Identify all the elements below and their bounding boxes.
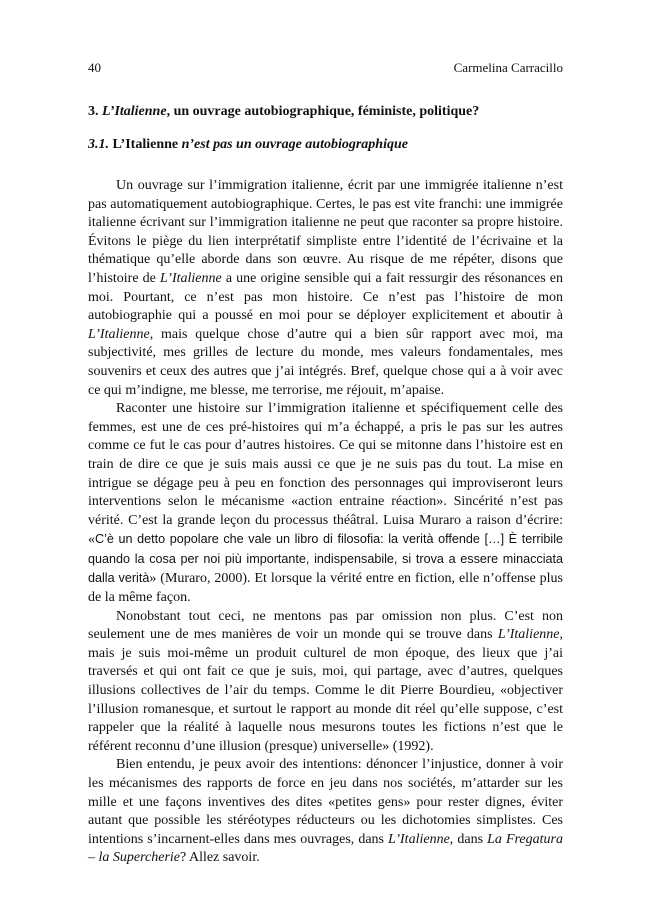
paragraph-4-text-a: Bien entendu, je peux avoir des intentions: dénoncer l’injustice, donner à voir les mécanismes des rapports de force en jeu dans nos sociétés, m’attarder sur les mille et une façons inventives des dites «petites gens» pour rester dignes, éviter autant que possible les stéréotypes réducteurs ou les dichotomies simplistes. Ces intentions s’incarnent-elles dans mes ouvrages, dans — [88, 757, 563, 847]
paragraph-3-text-a: Nonobstant tout ceci, ne mentons pas par omission non plus. C’est non seulement une de mes manières de voir un monde qui se trouve dans — [88, 608, 563, 643]
paragraph-4 — [88, 756, 563, 868]
page-number: 40 — [88, 60, 101, 75]
paragraph-1-text-c: mais quelque chose d’autre qui a bien sûr rapport avec moi, ma subjectivité, mes grilles de lecture du monde, mes valeurs fondamentales, mes souvenirs et ceux des autres que j’ai intégrés. Bref, quelque chose qui a à voir avec ce qui m’indigne, me blesse, me terrorise, me réjouit, m’apaise. — [88, 326, 563, 398]
title-italic: La Fregatura – la Supercherie — [88, 831, 563, 866]
subsection-heading — [88, 137, 563, 153]
running-head — [88, 60, 563, 76]
paragraph-2-text-b: » (Muraro, 2000). Et lorsque la vérité entre en fiction, elle n’offense plus de la même façon. — [88, 571, 563, 606]
running-head-author: Carmelina Carracillo — [453, 60, 563, 75]
subsection-title-plain: L’Italienne — [112, 137, 179, 152]
paragraph-2 — [88, 400, 563, 608]
paragraph-4-text-c: ? Allez savoir. — [180, 850, 260, 866]
paragraph-1 — [88, 177, 563, 400]
section-number: 3. — [88, 104, 99, 119]
section-heading — [88, 104, 563, 120]
italian-quote: C’è un detto popolare che vale un libro di filosofia: la verità offende […] È terribile quando la cosa per noi più importante, indispensabile, si trova a essere minacciata dalla verità — [88, 532, 563, 586]
paragraph-2-text-a: Raconter une histoire sur l’immigration italienne et spécifiquement celle des femmes, est une de ces pré-histoires qui m’a échappé, a pris le pas sur les autres comme ce fut le cas pour d’autres histoires. Ce qui se mitonne dans l’histoire est en train de dire ce que je suis mais aussi ce que je ne suis pas du tout. La mise en intrigue se dégage peu à peu en fonction des personnages qui improviseront leurs interventions selon le mécanisme «action entraine réaction». Sincérité n’est pas vérité. C’est la grande leçon du processus théâtral. Luisa Muraro a raison d’écrire: « — [88, 401, 563, 548]
body-text — [88, 177, 563, 868]
paragraph-1-text-b: a une origine sensible qui a fait ressurgir des résonances en moi. Pourtant, ce n’est pas mon histoire. Ce n’est pas l’histoire de mon autobiographie qui a poussé en moi pour se déployer explicitement et aboutir à — [88, 270, 564, 324]
subsection-number: 3.1. — [88, 137, 109, 152]
title-italic: L’Italienne — [160, 270, 222, 286]
paragraph-4-text-b: , dans — [449, 831, 488, 847]
subsection-title-italic: n’est pas un ouvrage autobiographique — [178, 137, 408, 152]
paragraph-1-text-a: Un ouvrage sur l’immigration italienne, écrit par une immigrée italienne n’est pas automatiquement autobiographique. Certes, le pas est vite franchi: une immigrée italienne écrivant sur l’immigration italienne ne peut que raconter sa propre histoire. Évitons le piège du lien interprétatif simpliste entre l’identité de l’écrivaine et la thématique qu’elle aborde dans son œuvre. Au risque de me répéter, disons que l’histoire de — [88, 178, 563, 286]
paragraph-3 — [88, 608, 563, 757]
section-title-rest: , un ouvrage autobiographique, féministe, politique? — [166, 104, 480, 119]
title-italic: L’Italienne, — [88, 326, 154, 342]
title-italic: L’Italienne — [497, 627, 560, 643]
title-italic: L’Italienne — [388, 831, 450, 847]
paragraph-3-text-b: , mais je suis moi-même un produit culturel de mon époque, des lieux que j’ai traversés et qui ont fait ce que je suis, moi, qui partage, avec d’autres, quelques illusions collectives de l’air du temps. Comme le dit Pierre Bourdieu, «objectiver l’illusion romanesque, et surtout le rapport au monde dit réel qu’elle suppose, c’est rappeler que la réalité à laquelle nous mesurons toutes les fictions n’est que le référent reconnu d’une illusion (presque) universelle» (1992). — [88, 627, 563, 754]
section-title-italic: L’Italienne — [102, 104, 167, 119]
